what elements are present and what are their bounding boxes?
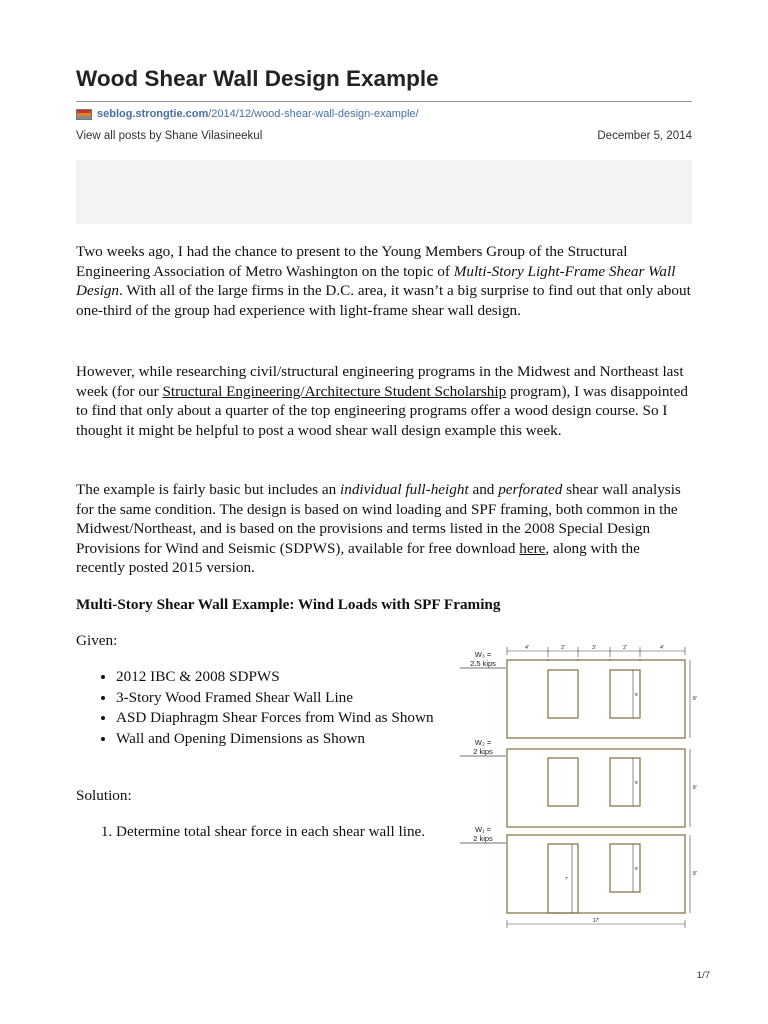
list-item: • ASD Diaphragm Shear Forces from Wind as Shown bbox=[116, 708, 486, 729]
solution-steps bbox=[76, 821, 486, 842]
source-domain[interactable]: seblog.strongtie.com bbox=[97, 108, 209, 120]
section-subheading: Multi-Story Shear Wall Example: Wind Loads with SPF Framing bbox=[76, 596, 501, 613]
given-label: Given: bbox=[76, 632, 118, 649]
dim-top-3: 3' bbox=[592, 645, 596, 651]
author-byline[interactable]: View all posts by Shane Vilasineekul bbox=[76, 130, 263, 142]
source-link[interactable] bbox=[76, 108, 419, 120]
dim-door: 7' bbox=[565, 876, 569, 881]
window-3a bbox=[548, 670, 578, 718]
source-path[interactable]: /2014/12/wood-shear-wall-design-example/ bbox=[208, 108, 419, 120]
wall-panel-2 bbox=[507, 749, 685, 827]
list-item: • 3-Story Wood Framed Shear Wall Line bbox=[116, 688, 486, 709]
dim-window-3: 5' bbox=[635, 692, 639, 697]
site-favicon-icon bbox=[76, 109, 92, 120]
dim-window-2: 5' bbox=[635, 780, 639, 785]
paragraph-example bbox=[76, 480, 692, 578]
dim-top-5: 4' bbox=[660, 645, 664, 651]
download-here-link[interactable]: here bbox=[519, 539, 546, 557]
list-item: • Wall and Opening Dimensions as Shown bbox=[116, 729, 486, 750]
dim-story-2: 8' bbox=[693, 785, 697, 791]
dim-window-1: 5' bbox=[635, 866, 639, 871]
wall-panel-1 bbox=[507, 835, 685, 913]
list-item: • 2012 IBC & 2008 SDPWS bbox=[116, 667, 486, 688]
solution-label: Solution: bbox=[76, 787, 132, 804]
load-w2-label: W₂ = bbox=[474, 738, 492, 747]
load-w2-value: 2 kips bbox=[473, 747, 493, 756]
p3-text-b: and bbox=[468, 481, 499, 498]
p1-text-a: Two weeks ago, I had the chance to present to the Young Members Group of the Structural Engineering Association of Metro Washington on the topic of bbox=[76, 243, 628, 280]
p1-emphasis: Multi-Story Light-Frame Shear Wall Design bbox=[76, 262, 676, 299]
p3-text-d: , along with the recently posted 2015 version. bbox=[76, 539, 640, 576]
shear-wall-figure bbox=[452, 640, 702, 932]
given-list bbox=[76, 667, 486, 749]
door-1 bbox=[548, 844, 578, 913]
page-title: Wood Shear Wall Design Example bbox=[76, 66, 439, 91]
page-number: 1/7 bbox=[696, 970, 710, 981]
wall-panel-3 bbox=[507, 660, 685, 738]
scholarship-link[interactable]: Structural Engineering/Architecture Student Scholarship bbox=[162, 382, 507, 400]
paragraph-research bbox=[76, 362, 692, 440]
p2-text-a: However, while researching civil/structural engineering programs in the Midwest and Northeast last week (for our bbox=[76, 363, 684, 400]
p3-emphasis-2: perforated bbox=[498, 481, 563, 498]
dim-story-1: 8' bbox=[693, 871, 697, 877]
window-2a bbox=[548, 758, 578, 806]
p1-text-b: . With all of the large firms in the D.C. area, it wasn’t a big surprise to find out that only about one-third of the group had experience with light-frame shear wall design. bbox=[76, 282, 691, 319]
load-w1-label: W₁ = bbox=[474, 825, 492, 834]
dim-total-length: 17' bbox=[592, 918, 600, 924]
p3-text-a: The example is fairly basic but includes an bbox=[76, 481, 341, 498]
dim-top-1: 4' bbox=[525, 645, 529, 651]
p3-emphasis-1: individual full-height bbox=[340, 481, 469, 498]
title-divider bbox=[76, 101, 692, 102]
ad-placeholder bbox=[76, 160, 692, 224]
paragraph-intro bbox=[76, 242, 692, 320]
p2-text-b: program), I was disappointed to find that only about a quarter of the top engineering programs offer a wood design course. So I thought it might be helpful to post a wood shear wall design example this week. bbox=[76, 382, 688, 439]
dim-top-4: 2' bbox=[623, 645, 627, 651]
load-w3-value: 2.5 kips bbox=[470, 659, 496, 668]
dim-top-2: 2' bbox=[561, 645, 565, 651]
p3-text-c: shear wall analysis for the same condition. The design is based on wind loading and SPF framing, both common in the Midwest/Northeast, and is based on the provisions and terms listed in the 2008 Special Design Provisions for Wind and Seismic (SDPWS), available for free download bbox=[76, 481, 681, 557]
load-w1-value: 2 kips bbox=[473, 834, 493, 843]
dim-story-3: 8' bbox=[693, 696, 697, 702]
post-date: December 5, 2014 bbox=[597, 130, 692, 142]
load-w3-label: W₃ = bbox=[474, 650, 492, 659]
list-item: 1. Determine total shear force in each shear wall line. bbox=[116, 821, 486, 842]
